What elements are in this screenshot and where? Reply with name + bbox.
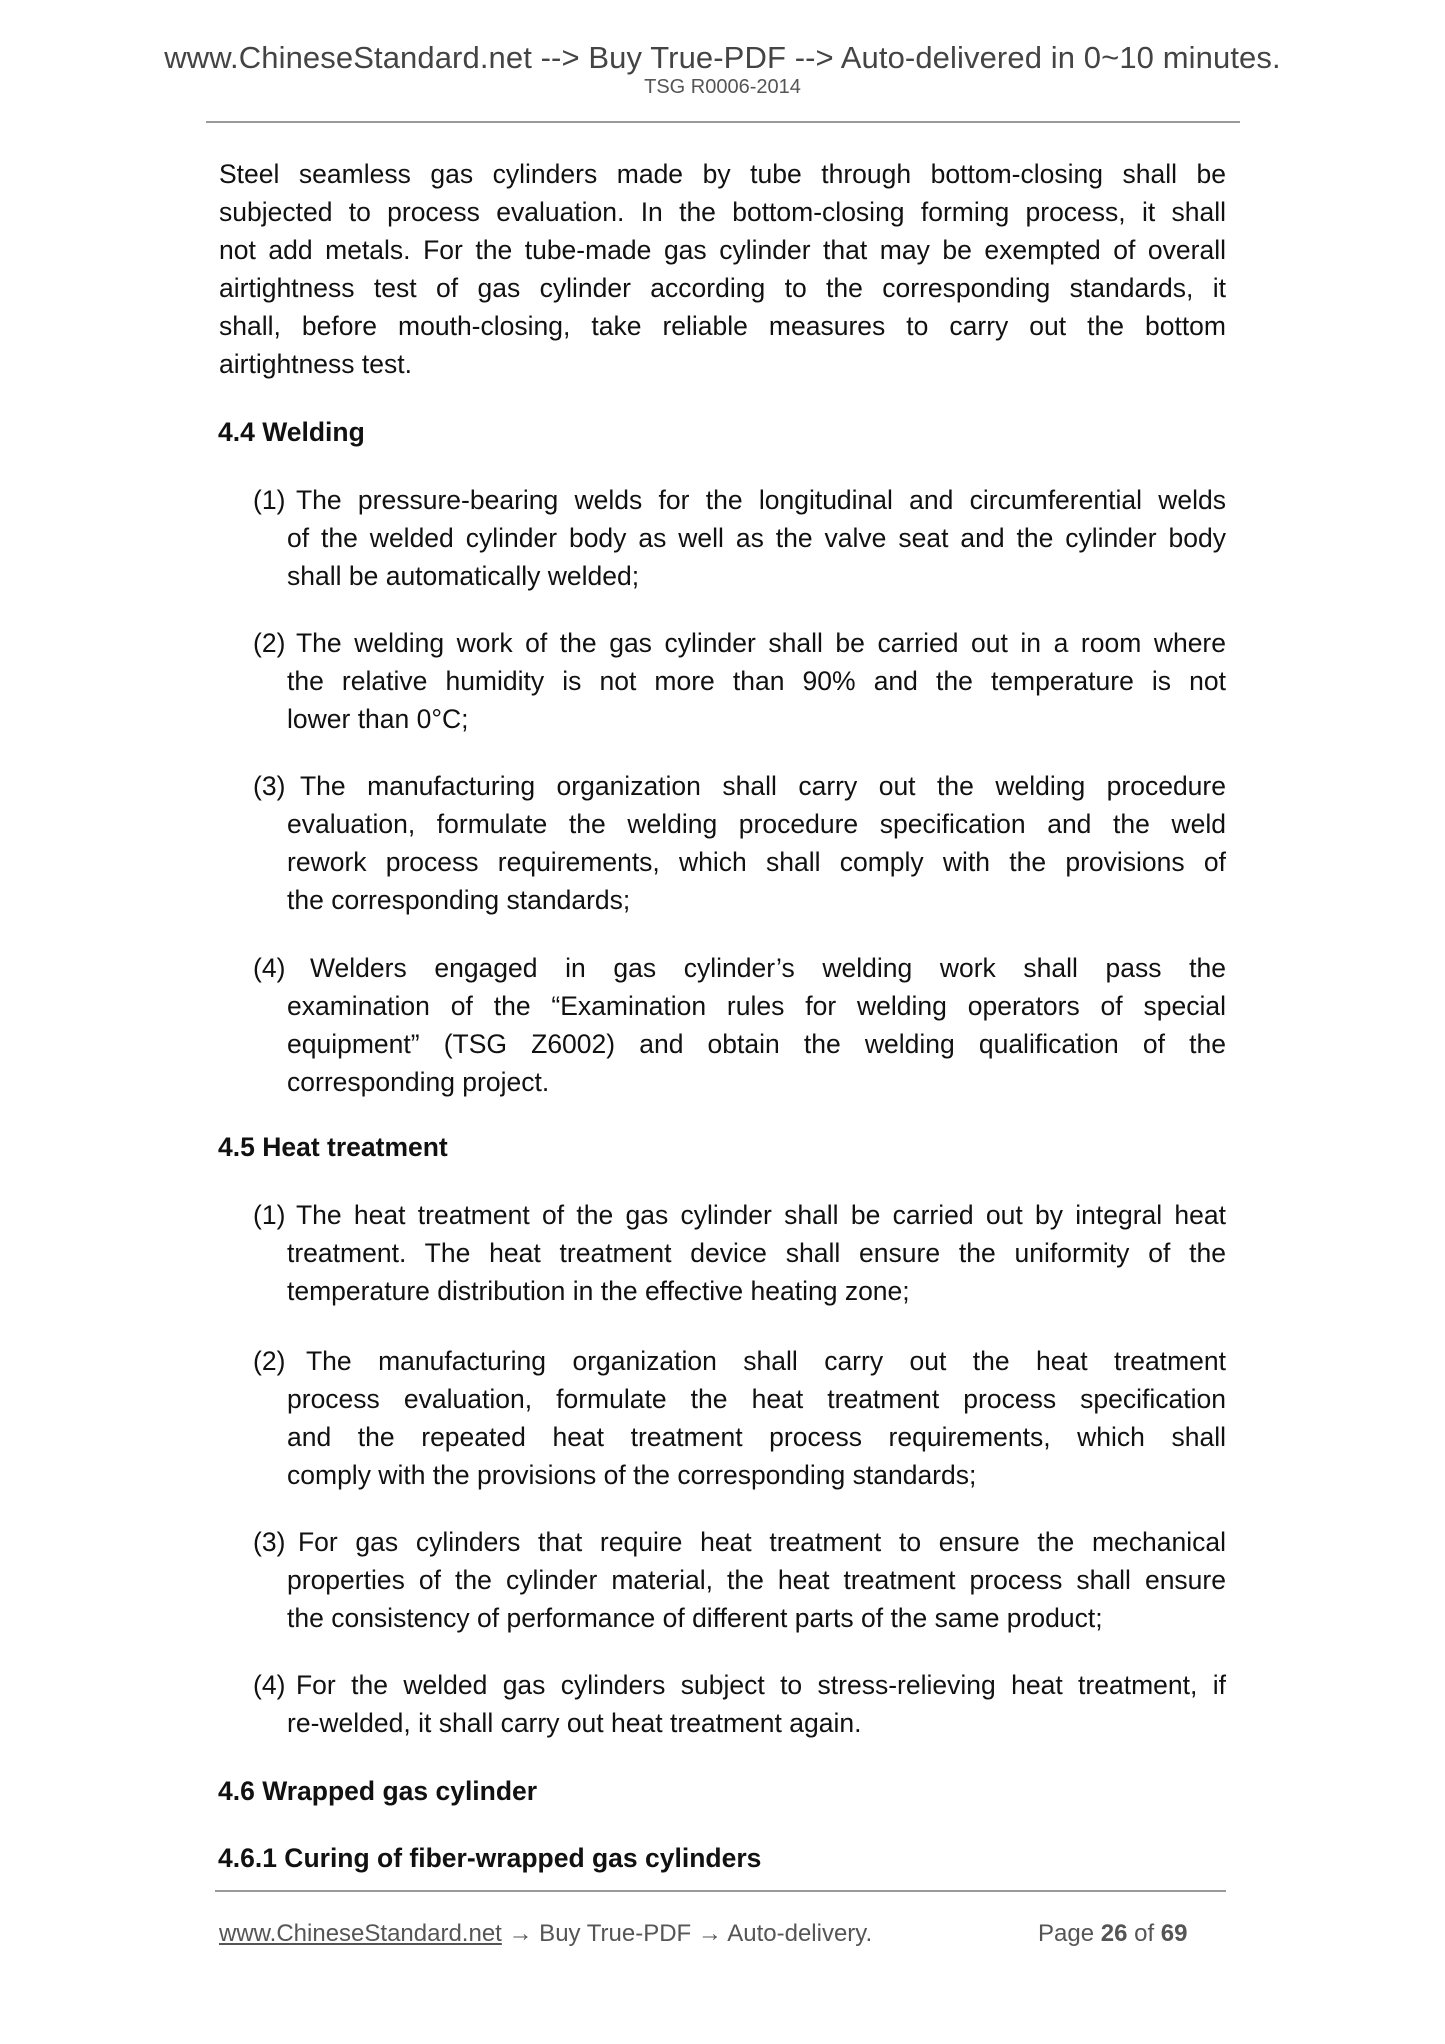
list-marker: (3) xyxy=(253,771,286,801)
intro-line: not add metals. For the tube-made gas cylinder that may be exempted of overall xyxy=(219,235,1226,265)
list-line: The heat treatment of the gas cylinder shall be carried out by integral heat xyxy=(296,1200,1226,1230)
list-line: temperature distribution in the effective heating zone; xyxy=(287,1276,910,1306)
page-current: 26 xyxy=(1100,1920,1128,1947)
list-line: lower than 0°C; xyxy=(287,704,469,734)
document-id: TSG R0006-2014 xyxy=(644,76,801,98)
intro-line: shall, before mouth-closing, take reliable measures to carry out the bottom xyxy=(219,311,1226,341)
list-line: the consistency of performance of different parts of the same product; xyxy=(287,1603,1103,1633)
list-line: shall be automatically welded; xyxy=(287,561,640,591)
list-line: treatment. The heat treatment device shall ensure the uniformity of the xyxy=(287,1238,1226,1268)
intro-line: airtightness test. xyxy=(219,349,412,379)
intro-line: airtightness test of gas cylinder according to the corresponding standards, it xyxy=(219,273,1226,303)
footer-divider xyxy=(215,1890,1226,1892)
list-line: comply with the provisions of the corresponding standards; xyxy=(287,1460,977,1490)
page-label: Page xyxy=(1038,1920,1095,1947)
list-line: The welding work of the gas cylinder shall be carried out in a room where xyxy=(296,628,1226,658)
footer-trail: → Buy True-PDF → Auto-delivery. xyxy=(501,1920,873,1947)
footer-left xyxy=(219,1916,872,1952)
list-marker: (2) xyxy=(253,1346,286,1376)
page-indicator xyxy=(1038,1916,1188,1952)
section-heading-4-6-1: 4.6.1 Curing of fiber-wrapped gas cylinders xyxy=(218,1843,762,1873)
page-of: of xyxy=(1134,1920,1155,1947)
list-line: properties of the cylinder material, the heat treatment process shall ensure xyxy=(287,1565,1226,1595)
list-line: process evaluation, formulate the heat treatment process specification xyxy=(287,1384,1226,1414)
section-heading-4-4: 4.4 Welding xyxy=(218,417,365,447)
list-line: For the welded gas cylinders subject to stress-relieving heat treatment, if xyxy=(296,1670,1226,1700)
list-marker: (2) xyxy=(253,628,286,658)
footer-site-link[interactable]: www.ChineseStandard.net xyxy=(219,1920,502,1947)
list-marker: (1) xyxy=(253,1200,286,1230)
list-line: re-welded, it shall carry out heat treatment again. xyxy=(287,1708,862,1738)
intro-line: subjected to process evaluation. In the bottom-closing forming process, it shall xyxy=(219,197,1226,227)
list-line: Welders engaged in gas cylinder’s welding work shall pass the xyxy=(310,953,1226,983)
list-line: rework process requirements, which shall comply with the provisions of xyxy=(287,847,1226,877)
list-marker: (3) xyxy=(253,1527,286,1557)
list-line: For gas cylinders that require heat treatment to ensure the mechanical xyxy=(298,1527,1226,1557)
list-line: and the repeated heat treatment process requirements, which shall xyxy=(287,1422,1226,1452)
list-line: the relative humidity is not more than 90% and the temperature is not xyxy=(287,666,1226,696)
list-line: corresponding project. xyxy=(287,1067,550,1097)
list-line: examination of the “Examination rules for welding operators of special xyxy=(287,991,1226,1021)
list-marker: (4) xyxy=(253,1670,286,1700)
list-line: The manufacturing organization shall carry out the heat treatment xyxy=(306,1346,1226,1376)
header-divider xyxy=(206,121,1240,123)
header-banner: www.ChineseStandard.net --> Buy True-PDF --> Auto-delivered in 0~10 minutes. xyxy=(164,40,1281,75)
page-total: 69 xyxy=(1160,1920,1188,1947)
section-heading-4-5: 4.5 Heat treatment xyxy=(218,1132,448,1162)
list-line: of the welded cylinder body as well as the valve seat and the cylinder body xyxy=(287,523,1226,553)
list-marker: (1) xyxy=(253,485,286,515)
list-line: The pressure-bearing welds for the longitudinal and circumferential welds xyxy=(296,485,1226,515)
section-heading-4-6: 4.6 Wrapped gas cylinder xyxy=(218,1776,538,1806)
list-line: The manufacturing organization shall carry out the welding procedure xyxy=(300,771,1226,801)
list-line: equipment” (TSG Z6002) and obtain the welding qualification of the xyxy=(287,1029,1226,1059)
intro-line: Steel seamless gas cylinders made by tube through bottom-closing shall be xyxy=(219,159,1226,189)
list-line: evaluation, formulate the welding procedure specification and the weld xyxy=(287,809,1226,839)
list-line: the corresponding standards; xyxy=(287,885,631,915)
list-marker: (4) xyxy=(253,953,286,983)
